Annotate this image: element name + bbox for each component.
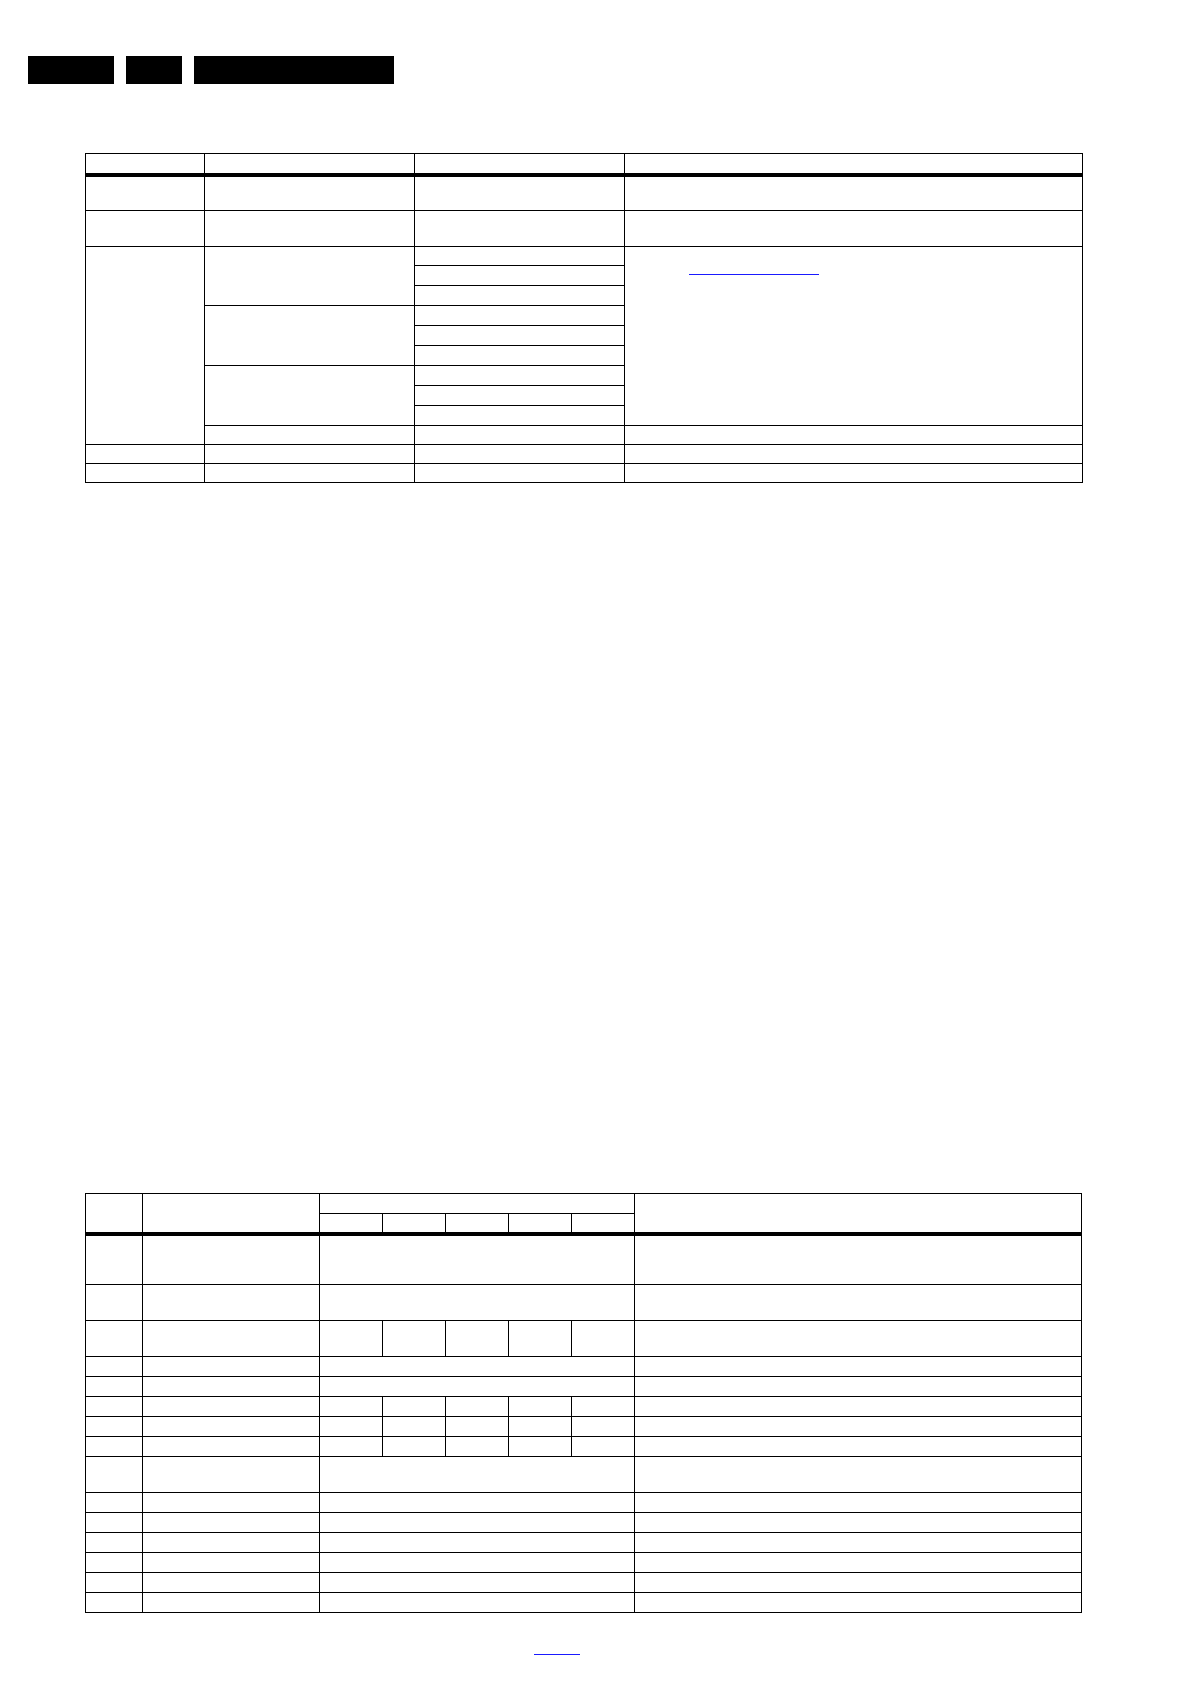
table-cell — [415, 366, 625, 386]
table-cell — [143, 1397, 320, 1417]
table-cell — [86, 1457, 143, 1493]
table-cell — [625, 211, 1083, 247]
table-row — [86, 1285, 1082, 1321]
table-cell — [205, 247, 415, 306]
table-cell — [86, 1285, 143, 1321]
table-cell — [509, 1437, 572, 1457]
table-row — [86, 1397, 1082, 1417]
table-cell — [383, 1437, 446, 1457]
table-cell — [415, 464, 625, 483]
table-cell — [86, 175, 205, 211]
table-1 — [85, 153, 1083, 483]
table-cell — [320, 1553, 635, 1573]
table-2-header-row — [86, 1194, 1082, 1214]
table-cell — [86, 1357, 143, 1377]
table-cell — [415, 326, 625, 346]
table-2-sub-col-header — [446, 1214, 509, 1234]
table-row — [86, 247, 1083, 266]
table-row — [86, 1533, 1082, 1553]
table-cell — [415, 346, 625, 366]
table-cell — [635, 1397, 1082, 1417]
table-cell — [625, 445, 1083, 464]
table-cell — [86, 1437, 143, 1457]
table-cell — [625, 247, 1083, 426]
table-cell — [86, 1533, 143, 1553]
table-cell — [446, 1437, 509, 1457]
cross-reference-link[interactable] — [689, 268, 819, 275]
table-cell — [415, 386, 625, 406]
table-cell — [320, 1533, 635, 1553]
table-cell — [635, 1533, 1082, 1553]
table-cell — [635, 1457, 1082, 1493]
table-cell — [320, 1397, 383, 1417]
table-cell — [635, 1493, 1082, 1513]
table-cell — [625, 464, 1083, 483]
table-cell — [320, 1417, 383, 1437]
table-row — [86, 1357, 1082, 1377]
table-cell — [415, 445, 625, 464]
table-cell — [635, 1553, 1082, 1573]
table-1-col-header — [86, 154, 205, 175]
table-cell — [415, 426, 625, 445]
table-cell — [86, 1553, 143, 1573]
table-cell — [86, 1593, 143, 1613]
table-row — [86, 175, 1083, 211]
table-cell — [320, 1513, 635, 1533]
table-cell — [446, 1397, 509, 1417]
table-cell — [320, 1493, 635, 1513]
table-row — [86, 1573, 1082, 1593]
table-cell — [86, 1513, 143, 1533]
table-cell — [635, 1285, 1082, 1321]
table-cell — [635, 1513, 1082, 1533]
table-cell — [86, 247, 205, 445]
table-2-col-header — [143, 1194, 320, 1234]
table-cell — [415, 266, 625, 286]
table-cell — [446, 1321, 509, 1357]
table-cell — [143, 1234, 320, 1285]
table-cell — [143, 1573, 320, 1593]
header-box-3 — [194, 56, 394, 84]
table-cell — [635, 1321, 1082, 1357]
table-cell — [86, 464, 205, 483]
table-row — [86, 445, 1083, 464]
table-cell — [635, 1437, 1082, 1457]
table-cell — [625, 426, 1083, 445]
table-cell — [320, 1457, 635, 1493]
table-cell — [143, 1593, 320, 1613]
table-cell — [320, 1573, 635, 1593]
header-box-2 — [126, 56, 182, 84]
table-cell — [143, 1417, 320, 1437]
table-2-col-header — [320, 1194, 635, 1214]
table-cell — [320, 1321, 383, 1357]
table-cell — [635, 1573, 1082, 1593]
table-cell — [86, 1234, 143, 1285]
table-cell — [320, 1357, 635, 1377]
table-cell — [143, 1513, 320, 1533]
table-row — [86, 1377, 1082, 1397]
table-row — [86, 1321, 1082, 1357]
table-cell — [572, 1321, 635, 1357]
table-cell — [446, 1417, 509, 1437]
table-cell — [143, 1321, 320, 1357]
table-cell — [205, 211, 415, 247]
table-1-header-row — [86, 154, 1083, 175]
table-cell — [383, 1321, 446, 1357]
table-cell — [383, 1397, 446, 1417]
table-cell — [143, 1377, 320, 1397]
table-cell — [320, 1593, 635, 1613]
table-1-col-header — [625, 154, 1083, 175]
table-2-col-header — [635, 1194, 1082, 1234]
table-cell — [415, 306, 625, 326]
table-row — [86, 1234, 1082, 1285]
table-cell — [86, 445, 205, 464]
table-cell — [205, 445, 415, 464]
table-cell — [86, 1397, 143, 1417]
table-2-sub-col-header — [383, 1214, 446, 1234]
table-row — [86, 464, 1083, 483]
table-cell — [143, 1533, 320, 1553]
table-cell — [635, 1593, 1082, 1613]
table-cell — [415, 175, 625, 211]
table-1-col-header — [415, 154, 625, 175]
table-cell — [205, 464, 415, 483]
table-1-col-header — [205, 154, 415, 175]
header-box-1 — [28, 56, 114, 84]
table-cell — [415, 211, 625, 247]
table-cell — [143, 1285, 320, 1321]
table-cell — [143, 1437, 320, 1457]
table-cell — [86, 1321, 143, 1357]
table-cell — [635, 1234, 1082, 1285]
table-2-sub-col-header — [320, 1214, 383, 1234]
table-cell — [143, 1553, 320, 1573]
table-cell — [572, 1397, 635, 1417]
table-cell — [205, 175, 415, 211]
table-cell — [383, 1417, 446, 1437]
table-cell — [86, 211, 205, 247]
table-cell — [415, 286, 625, 306]
table-cell — [572, 1417, 635, 1437]
table-cell — [509, 1321, 572, 1357]
table-row — [86, 1513, 1082, 1533]
table-2-sub-col-header — [572, 1214, 635, 1234]
table-row — [86, 1417, 1082, 1437]
table-cell — [625, 175, 1083, 211]
table-cell — [143, 1493, 320, 1513]
table-cell — [205, 426, 415, 445]
table-cell — [86, 1417, 143, 1437]
table-cell — [86, 1573, 143, 1593]
table-cell — [320, 1234, 635, 1285]
table-cell — [86, 1377, 143, 1397]
table-cell — [205, 366, 415, 426]
table-cell — [320, 1377, 635, 1397]
page-reference-link[interactable] — [534, 1644, 580, 1655]
table-cell — [635, 1357, 1082, 1377]
table-cell — [320, 1437, 383, 1457]
table-cell — [509, 1417, 572, 1437]
table-cell — [143, 1457, 320, 1493]
table-row — [86, 1437, 1082, 1457]
table-cell — [509, 1397, 572, 1417]
table-cell — [415, 406, 625, 426]
table-row — [86, 1493, 1082, 1513]
table-cell — [205, 306, 415, 366]
table-cell — [635, 1417, 1082, 1437]
table-row — [86, 1553, 1082, 1573]
table-2-sub-col-header — [509, 1214, 572, 1234]
table-2-col-header — [86, 1194, 143, 1234]
table-row — [86, 1457, 1082, 1493]
table-row — [86, 211, 1083, 247]
table-cell — [415, 247, 625, 266]
table-cell — [320, 1285, 635, 1321]
table-cell — [572, 1437, 635, 1457]
table-row — [86, 1593, 1082, 1613]
table-cell — [635, 1377, 1082, 1397]
table-cell — [143, 1357, 320, 1377]
table-cell — [86, 1493, 143, 1513]
table-2 — [85, 1193, 1082, 1613]
table-row — [86, 426, 1083, 445]
